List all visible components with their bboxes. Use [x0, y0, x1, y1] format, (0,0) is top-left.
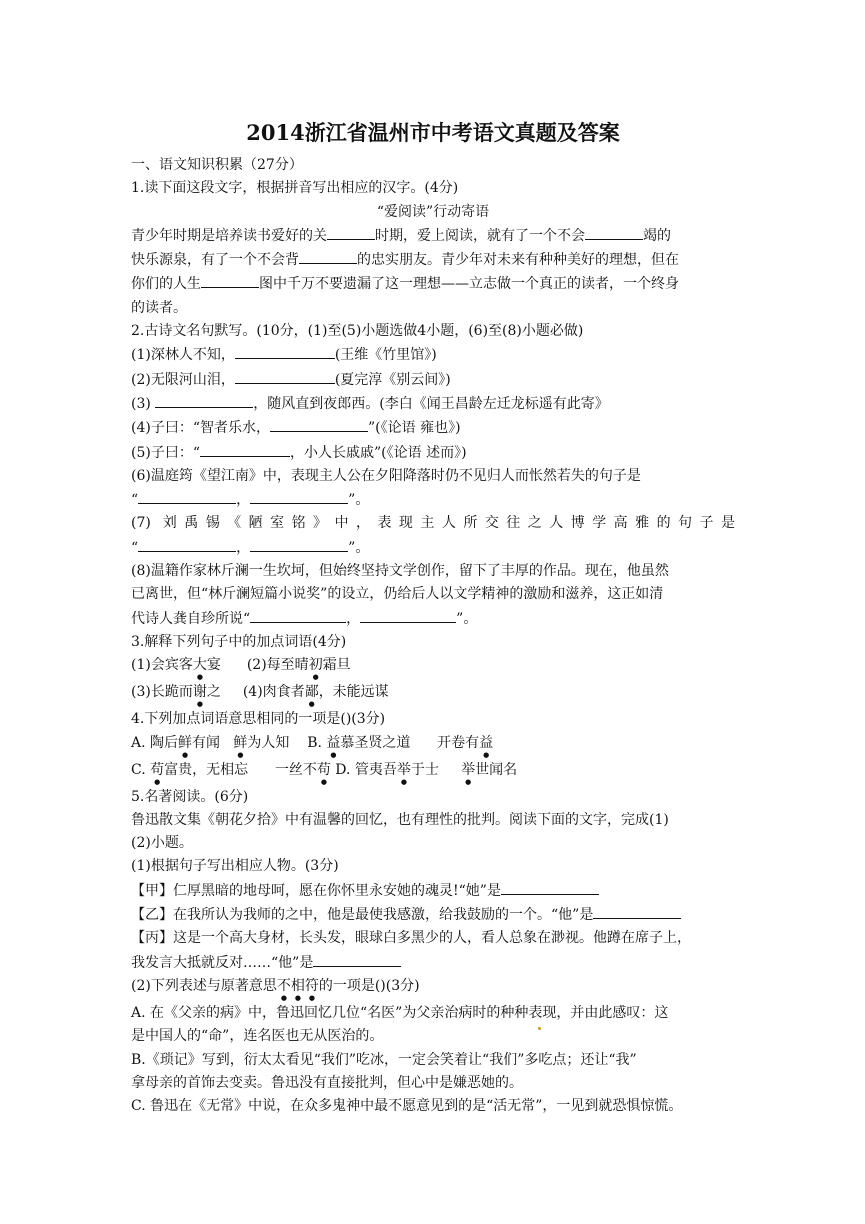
- answer-blank[interactable]: [585, 224, 643, 240]
- answer-blank[interactable]: [138, 488, 236, 504]
- answer-blank[interactable]: [201, 272, 259, 288]
- dotted-word: 苟: [316, 761, 331, 778]
- answer-blank[interactable]: [250, 607, 346, 623]
- dotted-word: 谢: [192, 684, 207, 701]
- answer-blank[interactable]: [250, 536, 348, 552]
- q5-yi: 【乙】在我所认为我师的之中，他是最使我感激，给我鼓励的一个。“他”是: [131, 903, 735, 927]
- q1-subtitle: “爱阅读”行动寄语: [376, 203, 490, 220]
- q4-heading: 4.下列加点词语意思相同的一项是()(3分): [131, 711, 386, 728]
- q3-row-1: (1)会宾客大宴 (2)每至晴初霜旦: [131, 657, 351, 674]
- q2-item-8-line-3: 代诗人龚自珍所说“ ， ”。: [131, 607, 735, 631]
- q5-option-b-2: 拿母亲的首饰去变卖。鲁迅没有直接批判，但心中是嫌恶她的。: [131, 1074, 523, 1091]
- q2-item-6-answer: “ ， ”。: [131, 488, 735, 512]
- q1-heading: 1.读下面这段文字，根据拼音写出相应的汉字。(4分): [131, 180, 459, 197]
- dotted-word: 初: [308, 657, 323, 674]
- answer-blank[interactable]: [270, 416, 368, 432]
- q3-heading: 3.解释下列句子中的加点词语(4分): [131, 633, 347, 650]
- q1-line-4: 的读者。: [131, 299, 187, 316]
- q2-item-2: (2)无限河山泪， (夏完淳《别云间》): [131, 368, 735, 392]
- q5-intro-1: 鲁迅散文集《朝花夕拾》中有温馨的回忆，也有理性的批判。阅读下面的文字，完成(1): [131, 811, 669, 828]
- q2-heading: 2.古诗文名句默写。(10分，(1)至(5)小题选做4小题，(6)至(8)小题必做): [131, 323, 584, 340]
- q5-sub-2: (2)下列表述与原著意思不相符的一项是()(3分): [131, 977, 420, 994]
- q2-item-8-line-2: 已离世，但“林斤澜短篇小说奖”的设立，仍给后人以文学精神的激励和滋养，这正如清: [131, 586, 664, 603]
- q5-option-a-1: A. 在《父亲的病》中，鲁迅回忆几位“名医”为父亲治病时的种种表现，并由此感叹：这: [131, 1004, 669, 1021]
- q1-line-2: 快乐源泉，有了一个不会背 的忠实朋友。青少年对未来有种种美好的理想，但在: [131, 248, 735, 272]
- dotted-word: 苟: [150, 761, 165, 778]
- q5-sub-1: (1)根据句子写出相应人物。(3分): [131, 858, 339, 875]
- q5-bing-1: 【丙】这是一个高大身材，长头发，眼球白多黑少的人，看人总象在渺视。他蹲在席子上，: [131, 930, 691, 947]
- answer-blank[interactable]: [360, 607, 456, 623]
- q4-options-ab: A. 陶后鲜有闻 鲜为人知 B. 益慕圣贤之道 开卷有益: [131, 734, 494, 751]
- dotted-word: 不相符: [276, 977, 319, 994]
- dotted-word: 鲜: [178, 734, 193, 751]
- document-title: 2014浙江省温州市中考语文真题及答案: [246, 120, 620, 145]
- q2-item-4: (4)子曰：“智者乐水， ”(《论语 雍也》): [131, 416, 735, 440]
- answer-blank[interactable]: [501, 879, 599, 895]
- dotted-word: 鄙: [304, 684, 319, 701]
- answer-blank[interactable]: [327, 224, 375, 240]
- q5-jia: 【甲】仁厚黑暗的地母呵，愿在你怀里永安她的魂灵!“她”是: [131, 879, 735, 903]
- dotted-word: 举: [461, 761, 476, 778]
- q2-item-6: (6)温庭筠《望江南》中，表现主人公在夕阳降落时仍不见归人而怅然若失的句子是: [131, 467, 641, 484]
- answer-blank[interactable]: [235, 343, 335, 359]
- q5-heading: 5.名著阅读。(6分): [131, 788, 249, 805]
- answer-blank[interactable]: [299, 248, 357, 264]
- q5-bing-2: 我发言大抵就反对……“他”是: [131, 951, 735, 975]
- q5-option-a-2: 是中国人的“命”，连名医也无从医治的。: [131, 1028, 384, 1045]
- dotted-word: 益: [479, 734, 494, 751]
- q5-option-c-1: C. 鲁迅在《无常》中说，在众多鬼神中最不愿意见到的是“活无常”，一见到就恐惧惊慌。: [131, 1098, 683, 1115]
- answer-blank[interactable]: [235, 368, 335, 384]
- dotted-word: 益: [326, 734, 341, 751]
- q2-item-7: (7) 刘禹锡《陋室铭》中，表现主人所交往之人博学高雅的句子是: [131, 515, 735, 532]
- dotted-word: 鲜: [233, 734, 248, 751]
- q2-item-5: (5)子曰：“ ，小人长戚戚”(《论语 述而》): [131, 441, 735, 465]
- section-heading: 一、语文知识积累（27分）: [131, 157, 303, 173]
- q2-item-8-line-1: (8)温籍作家林斤澜一生坎坷，但始终坚持文学创作，留下了丰厚的作品。现在，他虽然: [131, 563, 669, 580]
- answer-blank[interactable]: [200, 441, 290, 457]
- q3-row-2: (3)长跪而谢之 (4)肉食者鄙，未能远谋: [131, 684, 389, 701]
- answer-blank[interactable]: [155, 392, 253, 408]
- answer-blank[interactable]: [138, 536, 236, 552]
- dotted-word: 大: [192, 657, 207, 674]
- answer-blank[interactable]: [593, 903, 681, 919]
- q1-line-3: 你们的人生 图中千万不要遗漏了这一理想——立志做一个真正的读者，一个终身: [131, 272, 735, 296]
- q5-option-b-1: B.《琐记》写到，衍太太看见“我们”吃冰，一定会笑着让“我们”多吃点；还让“我”: [131, 1051, 637, 1068]
- answer-blank[interactable]: [313, 951, 401, 967]
- q5-intro-2: (2)小题。: [131, 835, 193, 852]
- q4-options-cd: C. 苟富贵，无相忘 一丝不苟 D. 管夷吾举于士 举世闻名: [131, 761, 518, 778]
- document-body: [131, 118, 735, 1118]
- q2-item-3: (3) ，随风直到夜郎西。(李白《闻王昌龄左迁龙标遥有此寄》: [131, 392, 735, 416]
- q1-line-1: 青少年时期是培养读书爱好的关 时期，爱上阅读，就有了一个不会 竭的: [131, 224, 735, 248]
- answer-blank[interactable]: [250, 488, 348, 504]
- q2-item-1: (1)深林人不知， (王维《竹里馆》): [131, 343, 735, 367]
- dotted-word: 举: [396, 761, 411, 778]
- q2-item-7-answer: “ ， ”。: [131, 536, 735, 560]
